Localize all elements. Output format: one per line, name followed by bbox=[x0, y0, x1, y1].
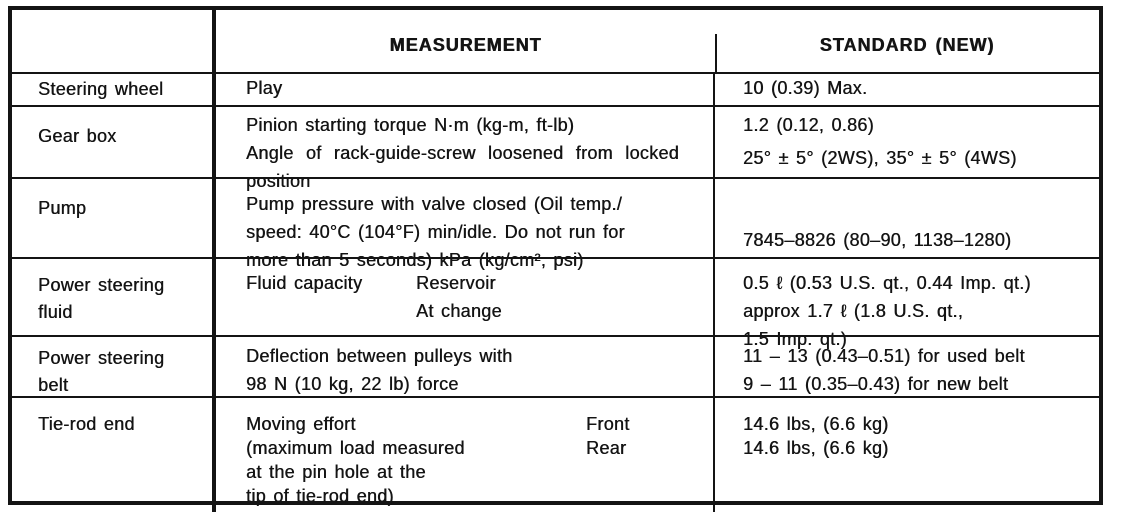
row-gear-box bbox=[12, 105, 1099, 191]
measurement-line: (maximum load measured bbox=[246, 438, 465, 458]
component-cell bbox=[12, 337, 216, 396]
measurement-cell bbox=[216, 107, 715, 191]
measurement-cell bbox=[216, 398, 715, 512]
component-line: Power steering bbox=[38, 275, 165, 295]
component-line: belt bbox=[38, 375, 69, 395]
standard-value: 14.6 lbs, (6.6 kg) bbox=[743, 438, 889, 458]
standard-value: 25° ± 5° (2WS), 35° ± 5° (4WS) bbox=[743, 148, 1017, 168]
steering-specifications-table bbox=[8, 6, 1103, 505]
measurement-subitem: Reservoir bbox=[416, 273, 496, 293]
standard-value: 0.5 ℓ (0.53 U.S. qt., 0.44 Imp. qt.) bbox=[743, 273, 1031, 293]
header-measurement-label: MEASUREMENT bbox=[389, 35, 542, 55]
header-component-cell bbox=[12, 10, 216, 72]
measurement-line: Moving effort bbox=[246, 414, 356, 434]
standard-value: 1.5 Imp. qt.) bbox=[743, 329, 847, 349]
measurement-cell bbox=[216, 259, 715, 335]
row-power-steering-fluid bbox=[12, 257, 1099, 349]
standard-cell bbox=[715, 179, 1099, 257]
component-line: Power steering bbox=[38, 348, 165, 368]
measurement-line: speed: 40°C (104°F) min/idle. Do not run for bbox=[246, 222, 625, 242]
row-power-steering-belt bbox=[12, 335, 1099, 396]
standard-cell bbox=[715, 398, 1099, 512]
measurement-line: tip of tie-rod end) bbox=[246, 486, 394, 506]
component-cell: Steering wheel bbox=[12, 74, 216, 105]
table-header-row bbox=[12, 10, 1099, 72]
header-standard-label: STANDARD (NEW) bbox=[819, 35, 995, 55]
header-measurement-cell bbox=[216, 10, 715, 72]
column-divider bbox=[715, 34, 717, 72]
row-steering-wheel bbox=[12, 72, 1099, 105]
standard-cell bbox=[715, 259, 1099, 349]
position-labels bbox=[586, 412, 630, 460]
measurement-cell bbox=[216, 179, 715, 270]
measurement-cell bbox=[216, 337, 715, 396]
standard-value: approx 1.7 ℓ (1.8 U.S. qt., bbox=[743, 301, 964, 321]
measurement-line: 98 N (10 kg, 22 lb) force bbox=[246, 374, 459, 394]
header-standard-cell bbox=[715, 10, 1099, 72]
measurement-line: Deflection between pulleys with bbox=[246, 346, 513, 366]
measurement-line: position bbox=[246, 171, 311, 191]
component-cell: Gear box bbox=[12, 107, 216, 177]
component-line: fluid bbox=[38, 302, 73, 322]
position-label-rear: Rear bbox=[586, 438, 627, 458]
component-cell: Pump bbox=[12, 179, 216, 257]
measurement-sublist bbox=[416, 269, 502, 325]
component-cell: Tie-rod end bbox=[12, 398, 216, 512]
standard-cell bbox=[715, 107, 1099, 177]
standard-value: 1.2 (0.12, 0.86) bbox=[743, 115, 874, 135]
measurement-cell: Play bbox=[216, 74, 715, 105]
standard-value: 9 – 11 (0.35–0.43) for new belt bbox=[743, 374, 1009, 394]
component-cell bbox=[12, 259, 216, 335]
standard-value: 14.6 lbs, (6.6 kg) bbox=[743, 414, 889, 434]
measurement-line: Pump pressure with valve closed (Oil temp./ bbox=[246, 194, 623, 214]
measurement-line: Pinion starting torque N·m (kg-m, ft-lb) bbox=[246, 115, 575, 135]
measurement-label: Fluid capacity bbox=[246, 273, 363, 293]
measurement-line: more than 5 seconds) kPa (kg/cm², psi) bbox=[246, 250, 584, 270]
position-label-front: Front bbox=[586, 414, 630, 434]
standard-cell bbox=[715, 337, 1099, 396]
standard-value: 11 – 13 (0.43–0.51) for used belt bbox=[743, 346, 1025, 366]
standard-value: 7845–8826 (80–90, 1138–1280) bbox=[743, 230, 1012, 250]
measurement-line: Angle of rack-guide-screw loosened from locked bbox=[246, 143, 679, 163]
measurement-subitem: At change bbox=[416, 301, 502, 321]
standard-cell: 10 (0.39) Max. bbox=[743, 78, 868, 98]
measurement-line: at the pin hole at the bbox=[246, 462, 426, 482]
row-tie-rod-end bbox=[12, 396, 1099, 512]
row-pump bbox=[12, 177, 1099, 270]
